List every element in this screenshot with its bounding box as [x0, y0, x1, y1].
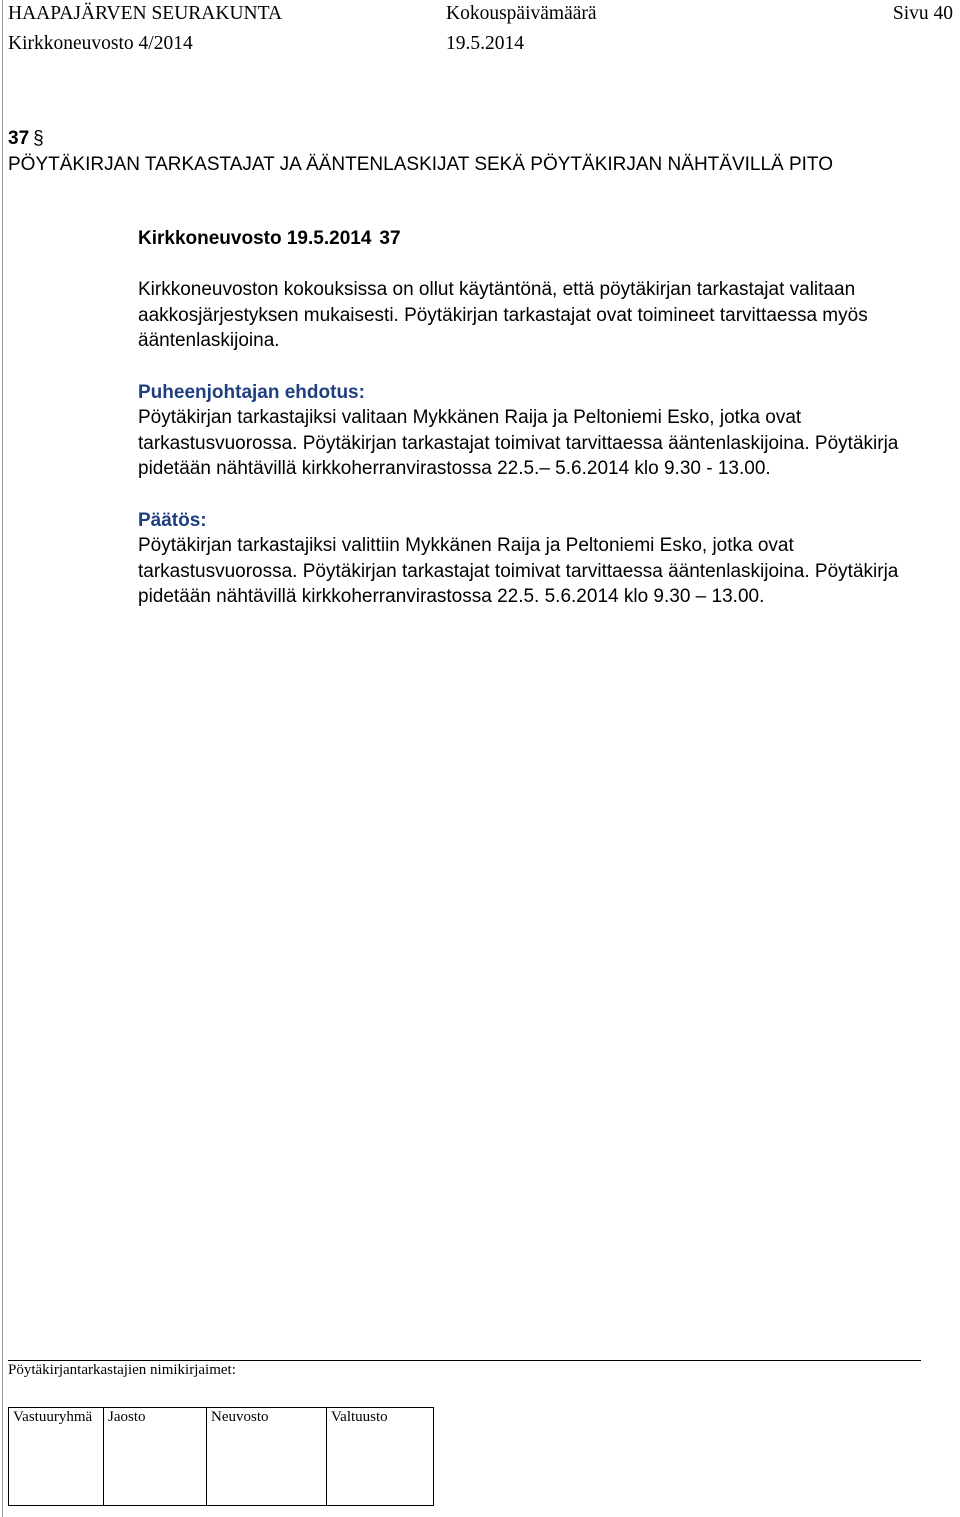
decision-text: Pöytäkirjan tarkastajiksi valittiin Mykkänen Raija ja Peltoniemi Esko, jotka ovat tarkastusvuorossa. Pöytäkirjan tarkastajat toimivat tarvittaessa ääntenlaskijoina. Pöytäkirja pidetään nähtävillä kirkkoherranvirastossa 22.5. 5.6.2014 klo 9.30 – 13.00. — [138, 535, 899, 608]
approval-table — [8, 1407, 434, 1506]
organization-name: HAAPAJÄRVEN SEURAKUNTA — [8, 3, 283, 24]
meeting-date: 19.5.2014 — [446, 33, 524, 54]
date-label: Kokouspäivämäärä — [446, 3, 597, 24]
intro-paragraph: Kirkkoneuvoston kokouksissa on ollut käytäntönä, että pöytäkirjan tarkastajat valitaan aakkosjärjestyksen mukaisesti. Pöytäkirjan tarkastajat ovat toimineet tarvittaessa myös ääntenlaskijoina. — [138, 279, 868, 352]
column-neuvosto: Neuvosto — [207, 1408, 327, 1506]
footer-divider — [8, 1360, 921, 1361]
meeting-reference-number: 37 — [379, 228, 401, 249]
paragraph-sign: § — [33, 128, 44, 149]
proposal-heading: Puheenjohtajan ehdotus: — [138, 381, 365, 403]
column-vastuuryhma: Vastuuryhmä — [9, 1408, 104, 1506]
column-valtuusto: Valtuusto — [327, 1408, 434, 1506]
signature-label: Pöytäkirjantarkastajien nimikirjaimet: — [8, 1362, 236, 1378]
column-jaosto: Jaosto — [104, 1408, 207, 1506]
proposal-text: Pöytäkirjan tarkastajiksi valitaan Mykkänen Raija ja Peltoniemi Esko, jotka ovat tarkastusvuorossa. Pöytäkirjan tarkastajat toimivat tarvittaessa ääntenlaskijoina. Pöytäkirja pidetään nähtävillä kirkkoherranvirastossa 22.5.– 5.6.2014 klo 9.30 - 13.00. — [138, 407, 899, 480]
section-content — [138, 226, 953, 610]
page-header — [8, 3, 953, 63]
meeting-reference-text: Kirkkoneuvosto 19.5.2014 — [138, 228, 372, 249]
decision-heading: Päätös: — [138, 509, 207, 531]
section-title: PÖYTÄKIRJAN TARKASTAJAT JA ÄÄNTENLASKIJAT SEKÄ PÖYTÄKIRJAN NÄHTÄVILLÄ PITO — [8, 154, 833, 175]
meeting-body: Kirkkoneuvosto 4/2014 — [8, 33, 193, 54]
section-number — [8, 128, 44, 150]
page-number: Sivu 40 — [892, 3, 953, 24]
left-margin-line — [2, 0, 3, 1517]
meeting-reference — [138, 226, 953, 252]
section-number-value: 37 — [8, 128, 30, 149]
